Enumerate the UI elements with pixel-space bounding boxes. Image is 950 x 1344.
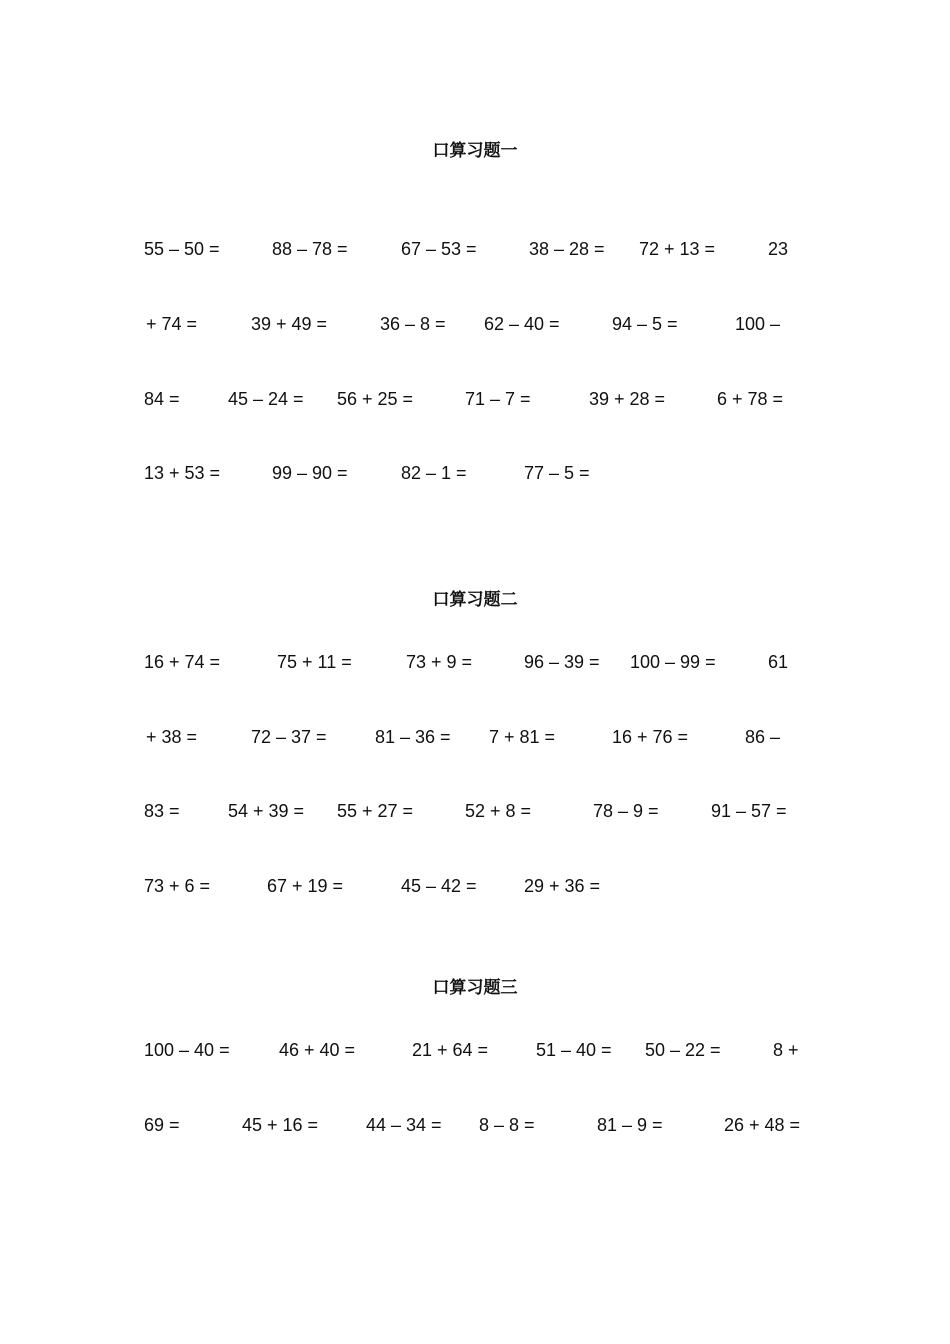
problem: 39 + 28 = xyxy=(589,389,666,409)
problem: 23 xyxy=(768,239,789,259)
problem: 77 – 5 = xyxy=(524,463,590,483)
problem: 72 – 37 = xyxy=(251,727,327,747)
problem: 96 – 39 = xyxy=(524,652,600,672)
problem: 7 + 81 = xyxy=(489,727,556,747)
problem: 73 + 6 = xyxy=(144,876,211,896)
problem: 44 – 34 = xyxy=(366,1115,442,1135)
problem: 69 = xyxy=(144,1115,180,1135)
problem: 67 – 53 = xyxy=(401,239,477,259)
problem: 46 + 40 = xyxy=(279,1040,356,1060)
problem: 26 + 48 = xyxy=(724,1115,801,1135)
problem: 78 – 9 = xyxy=(593,801,659,821)
problem: 21 + 64 = xyxy=(412,1040,489,1060)
problem: 72 + 13 = xyxy=(639,239,716,259)
problem: 86 – xyxy=(745,727,781,747)
problem: 45 – 42 = xyxy=(401,876,477,896)
problem: 13 + 53 = xyxy=(144,463,221,483)
problem: 29 + 36 = xyxy=(524,876,601,896)
problem: + 38 = xyxy=(146,727,198,747)
problem: 100 – 99 = xyxy=(630,652,716,672)
problem: 88 – 78 = xyxy=(272,239,348,259)
section-title-3: 口算习题三 xyxy=(432,978,518,998)
problem: 8 + xyxy=(773,1040,799,1060)
problem: 94 – 5 = xyxy=(612,314,678,334)
problem: 52 + 8 = xyxy=(465,801,532,821)
problem: 100 – xyxy=(735,314,781,334)
section-title-1: 口算习题一 xyxy=(432,141,518,161)
problem: 45 – 24 = xyxy=(228,389,304,409)
problem: 71 – 7 = xyxy=(465,389,531,409)
problem: 16 + 76 = xyxy=(612,727,689,747)
problem: 61 xyxy=(768,652,789,672)
problem: 99 – 90 = xyxy=(272,463,348,483)
problem: 16 + 74 = xyxy=(144,652,221,672)
problem: 83 = xyxy=(144,801,180,821)
problem: 73 + 9 = xyxy=(406,652,473,672)
problem: + 74 = xyxy=(146,314,198,334)
problem: 36 – 8 = xyxy=(380,314,446,334)
problem: 84 = xyxy=(144,389,180,409)
problem: 100 – 40 = xyxy=(144,1040,230,1060)
problem: 8 – 8 = xyxy=(479,1115,535,1135)
problem: 54 + 39 = xyxy=(228,801,305,821)
problem: 39 + 49 = xyxy=(251,314,328,334)
problem: 82 – 1 = xyxy=(401,463,467,483)
problem: 6 + 78 = xyxy=(717,389,784,409)
problem: 55 – 50 = xyxy=(144,239,220,259)
problem: 50 – 22 = xyxy=(645,1040,721,1060)
section-title-2: 口算习题二 xyxy=(432,590,518,610)
problem: 55 + 27 = xyxy=(337,801,414,821)
problem: 67 + 19 = xyxy=(267,876,344,896)
problem: 62 – 40 = xyxy=(484,314,560,334)
problem: 51 – 40 = xyxy=(536,1040,612,1060)
problem: 81 – 9 = xyxy=(597,1115,663,1135)
problem: 45 + 16 = xyxy=(242,1115,319,1135)
problem: 81 – 36 = xyxy=(375,727,451,747)
problem: 38 – 28 = xyxy=(529,239,605,259)
problem: 56 + 25 = xyxy=(337,389,414,409)
problem: 91 – 57 = xyxy=(711,801,787,821)
problem: 75 + 11 = xyxy=(277,652,352,672)
